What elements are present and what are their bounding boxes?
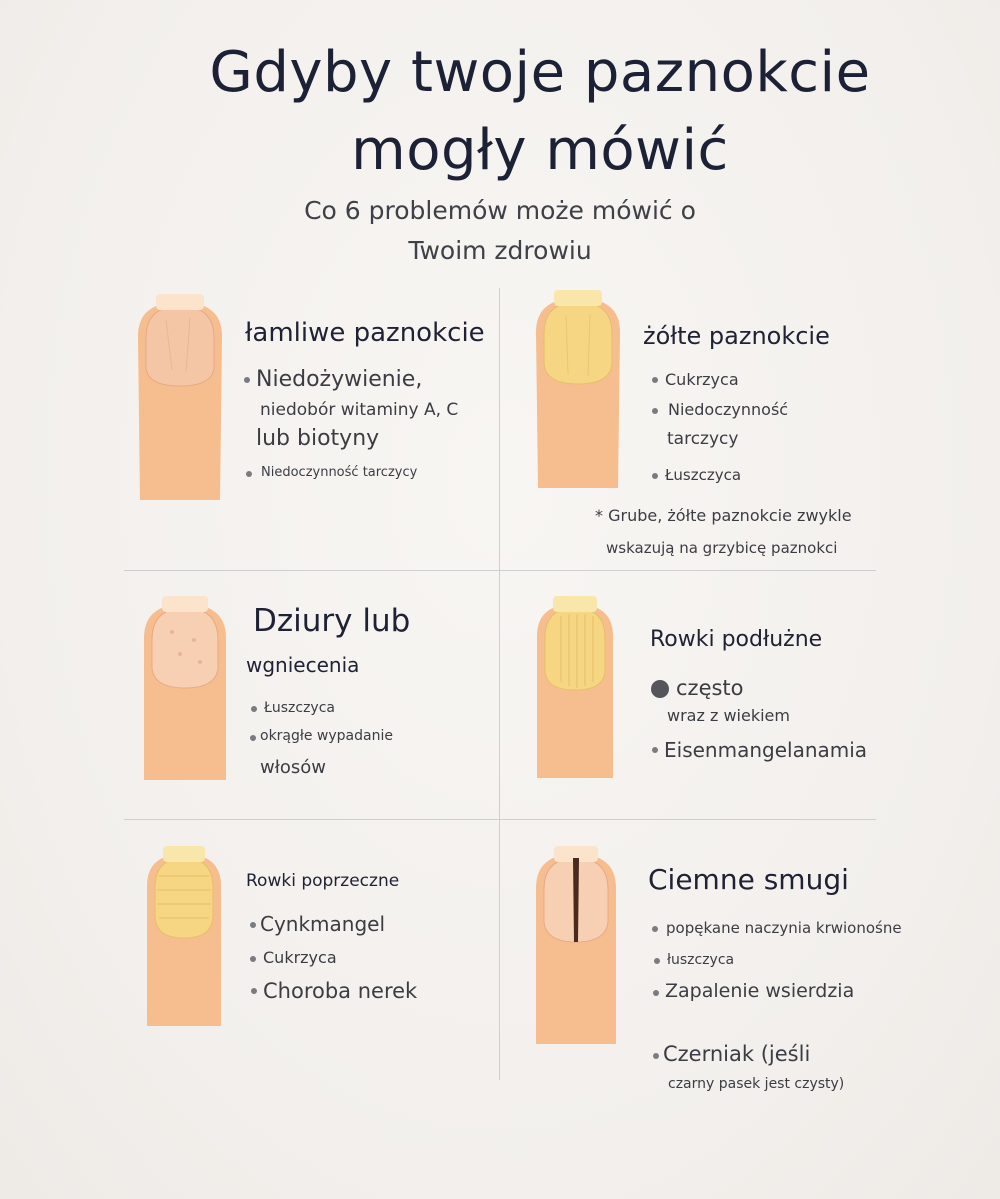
panel2-note-line-1: * Grube, żółte paznokcie zwykle	[595, 506, 852, 525]
finger-vertical-ridges-nail-icon	[533, 592, 617, 782]
panel3-line-1: Łuszczyca	[264, 700, 335, 716]
panel3-heading-line-2: wgniecenia	[246, 653, 360, 677]
panel3-line-2: okrągłe wypadanie	[260, 728, 393, 744]
panel6-line-1: popękane naczynia krwionośne	[666, 919, 902, 937]
panel1-heading: łamliwe paznokcie	[245, 318, 485, 348]
finger-dark-streak-nail-icon	[532, 842, 620, 1048]
title-line-2: mogły mówić	[351, 118, 729, 183]
finger-pitted-nail-icon	[138, 592, 232, 784]
bullet-dot	[654, 958, 660, 964]
finger-horizontal-ridges-nail-icon	[143, 842, 225, 1030]
panel5-line-1: Cynkmangel	[260, 912, 386, 936]
bullet-dot	[652, 926, 658, 932]
panel4-heading: Rowki podłużne	[650, 627, 823, 652]
bullet-dot	[653, 990, 659, 996]
panel5-line-2: Cukrzyca	[263, 948, 337, 967]
bullet-dot	[251, 706, 257, 712]
title-line-1: Gdyby twoje paznokcie	[209, 40, 871, 105]
panel4-line-2: wraz z wiekiem	[667, 706, 790, 725]
panel1-line-1: Niedożywienie,	[256, 367, 423, 392]
panel6-line-4: Czerniak (jeśli	[663, 1042, 811, 1066]
panel2-line-3: tarczycy	[667, 429, 739, 449]
horizontal-divider-2	[124, 819, 876, 820]
horizontal-divider-1	[124, 570, 876, 571]
bullet-dot	[250, 735, 256, 741]
panel2-note-line-2: wskazują na grzybicę paznokci	[606, 539, 838, 557]
bullet-dot	[250, 956, 256, 962]
panel1-line-4: Niedoczynność tarczycy	[261, 465, 418, 480]
panel4-line-1: często	[676, 676, 744, 700]
panel2-heading: żółte paznokcie	[643, 322, 830, 350]
bullet-dot	[653, 1053, 659, 1059]
subtitle-line-1: Co 6 problemów może mówić o	[304, 196, 696, 225]
panel1-line-3: lub biotyny	[256, 426, 380, 451]
panel4-line-3: Eisenmangelanamia	[664, 738, 868, 762]
panel6-line-2: łuszczyca	[667, 952, 735, 968]
finger-yellow-nail-icon	[530, 286, 626, 492]
finger-brittle-nail-icon	[132, 290, 228, 504]
panel6-line-5: czarny pasek jest czysty)	[668, 1076, 845, 1092]
bullet-dot	[251, 988, 257, 994]
panel1-line-2: niedobór witaminy A, C	[260, 400, 459, 420]
bullet-dot	[652, 377, 658, 383]
bullet-dot	[250, 922, 256, 928]
panel2-line-1: Cukrzyca	[665, 370, 739, 389]
panel6-line-3: Zapalenie wsierdzia	[665, 980, 855, 1002]
vertical-divider	[499, 288, 500, 1080]
panel3-line-3: włosów	[260, 757, 326, 778]
bullet-dot	[652, 408, 658, 414]
panel5-heading: Rowki poprzeczne	[246, 871, 400, 891]
bullet-dot	[244, 377, 250, 383]
bullet-dot	[652, 473, 658, 479]
panel5-line-3: Choroba nerek	[263, 979, 418, 1003]
subtitle-line-2: Twoim zdrowiu	[408, 236, 592, 265]
bullet-dot	[246, 471, 252, 477]
panel6-heading: Ciemne smugi	[648, 863, 849, 896]
bullet-dot	[652, 747, 658, 753]
panel2-line-2: Niedoczynność	[668, 400, 789, 419]
panel2-line-4: Łuszczyca	[665, 466, 742, 484]
panel3-heading-line-1: Dziury lub	[253, 603, 411, 639]
bullet-dot	[651, 680, 669, 698]
